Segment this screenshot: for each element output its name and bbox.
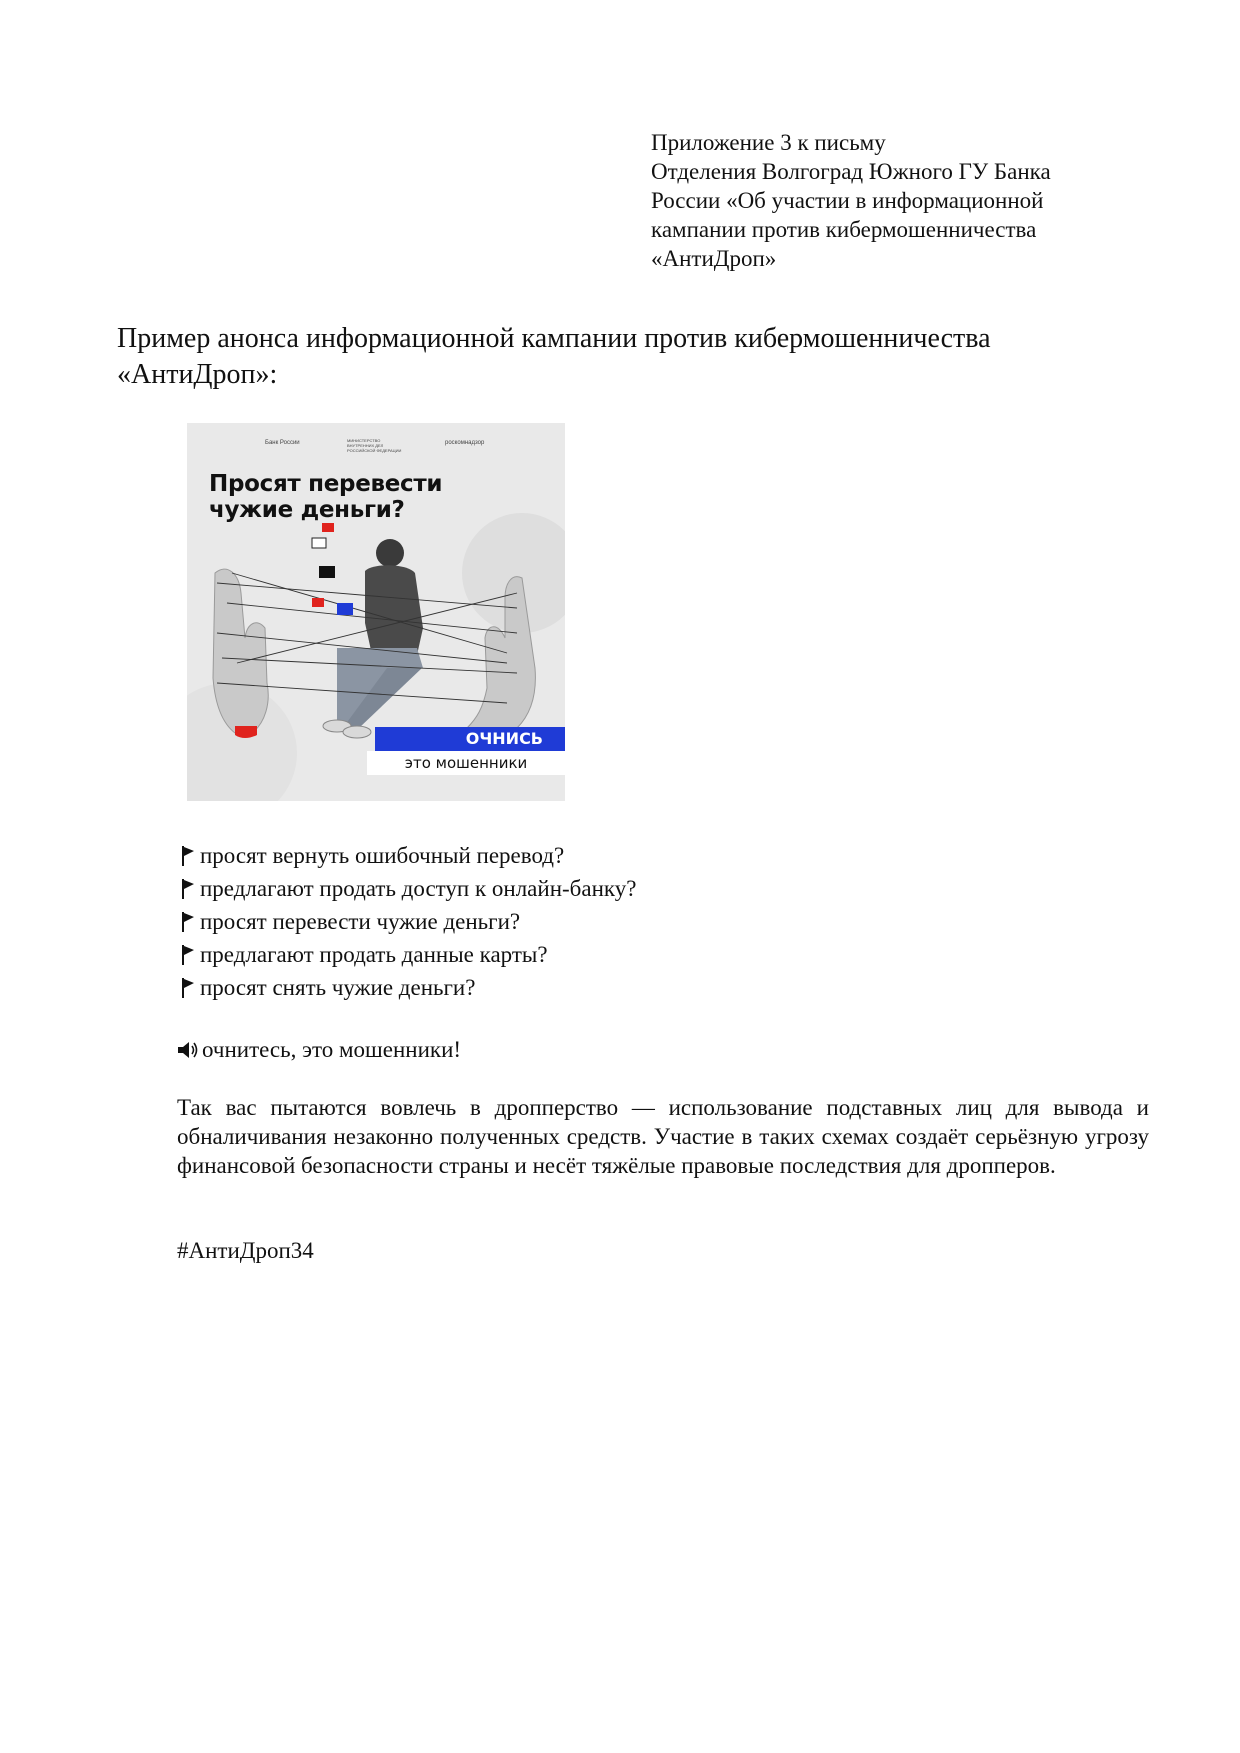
document-heading: Пример анонса информационной кампании против кибермошенничества «АнтиДроп»: [117,323,991,390]
hashtag: #АнтиДроп34 [177,1238,314,1263]
body-paragraph: Так вас пытаются вовлечь в дропперство — использование подставных лиц для вывода и обналичивания незаконно полученных средств. Участие в таких схемах создаёт серьёзную угрозу финансовой безопасности страны и несёт тяжёлые правовые последствия для дропперов. [177,1095,1149,1178]
bank-of-russia-logo: Банк России [265,440,300,446]
appendix-line: Приложение 3 к письму [651,130,886,155]
appendix-reference [651,128,1121,273]
poster-cta-banner: ОЧНИСЬ [375,727,565,751]
poster-title-line: Просят перевести [209,471,443,497]
poster-logo-strip [187,436,565,452]
list-item-text: просят вернуть ошибочный перевод? [200,843,565,868]
campaign-poster [187,423,565,801]
warning-callout-text: очнитесь, это мошенники! [202,1037,462,1062]
roskomnadzor-logo: роскомнадзор [445,440,485,446]
warning-callout [176,1035,461,1065]
list-item [180,872,636,905]
poster-title [209,471,509,523]
appendix-line: «АнтиДроп» [651,246,777,271]
list-item-text: предлагают продать данные карты? [200,942,548,967]
flag-icon [180,944,198,966]
flag-icon [180,845,198,867]
list-item-text: предлагают продать доступ к онлайн-банку? [200,876,637,901]
flag-icon [180,977,198,999]
appendix-line: Отделения Волгоград Южного ГУ Банка [651,159,1051,184]
list-item-text: просят снять чужие деньги? [200,975,476,1000]
list-item [180,905,636,938]
list-item-text: просят перевести чужие деньги? [200,909,521,934]
speaker-icon [176,1039,202,1061]
list-item [180,839,636,872]
flag-icon [180,911,198,933]
poster-title-line: чужие деньги? [209,497,405,523]
appendix-line: России «Об участии в информационной [651,188,1044,213]
flag-icon [180,878,198,900]
mvd-logo: МИНИСТЕРСТВО ВНУТРЕННИХ ДЕЛ РОССИЙСКОЙ ФЕДЕРАЦИИ [347,438,402,453]
poster-subcaption: это мошенники [367,751,565,775]
list-item [180,938,636,971]
warning-list [180,839,636,1004]
list-item [180,971,636,1004]
appendix-line: кампании против кибермошенничества [651,217,1037,242]
